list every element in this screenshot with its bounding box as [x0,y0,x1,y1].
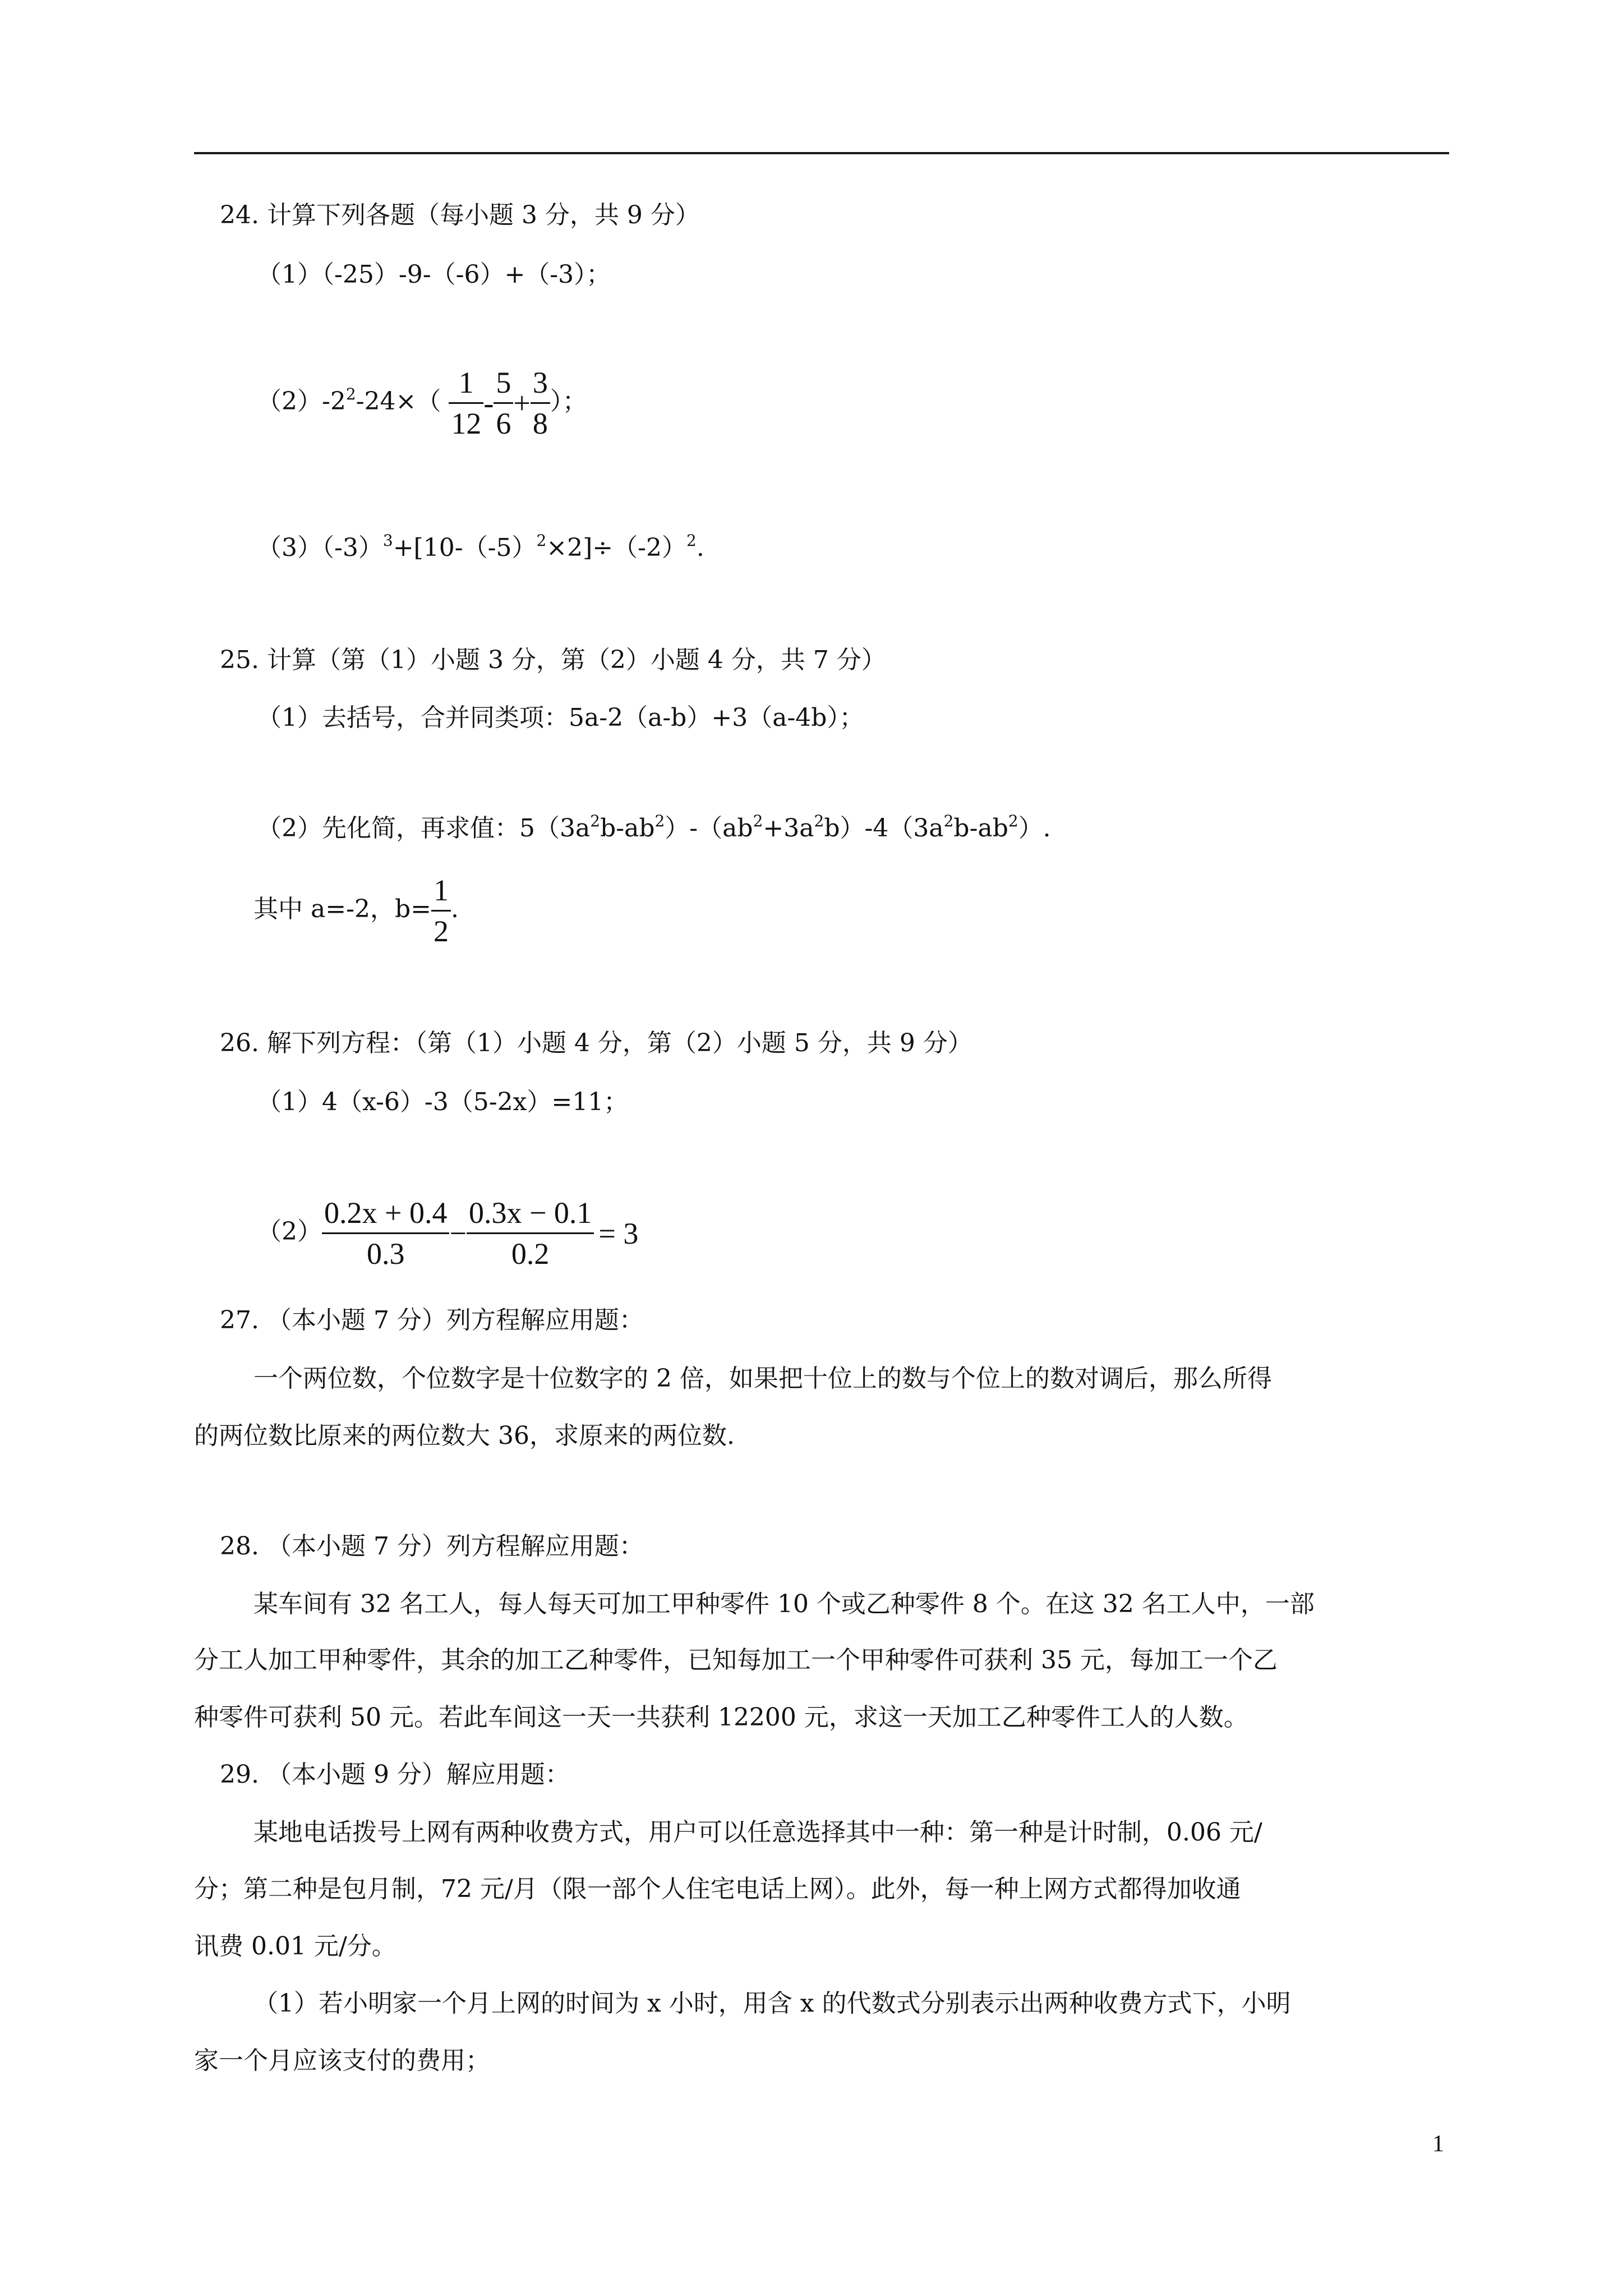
q27-line1: 一个两位数，个位数字是十位数字的 2 倍，如果把十位上的数与个位上的数对调后，那么所得 [253,1364,1272,1393]
fraction-eq-right: $\frac{0.3x - 0.1}{0.2}$ [467,1198,594,1269]
q24-part2: $(2)-2^2-24\times$（ $\frac{1}{12}$ - $\frac{5}{6}$ + $\frac{3}{8}$ ）； [257,366,587,440]
q29-line2: 分；第二种是包月制，72 元/月（限一部个人住宅电话上网）。此外，每一种上网方式都得加收通 [194,1875,1241,1903]
q26-part2: （2） $\frac{0.2x + 0.4}{0.3}$ − $\frac{0.3x - 0.1}{0.2}$ = 3 [257,1196,639,1271]
q29-title: 29. （本小题 9 分）解应用题： [220,1760,570,1789]
fraction-1-2: $\frac{1}{2}$ [431,875,451,946]
q29-line1: 某地电话拨号上网有两种收费方式，用户可以任意选择其中一种：第一种是计时制，0.06 元/ [253,1818,1262,1847]
page-number: 1 [1432,2131,1444,2157]
q26-part1: （1）4（x-6）-3（5-2x）=11； [257,1088,629,1116]
q29-line3: 讯费 0.01 元/分。 [194,1932,396,1961]
fraction-3-8: $\frac{3}{8}$ [531,367,550,439]
q24-title: 24. 计算下列各题（每小题 3 分，共 9 分） [220,201,700,229]
q28-line2: 分工人加工甲种零件，其余的加工乙种零件，已知每加工一个甲种零件可获利 35 元，每加工一个乙 [194,1646,1278,1674]
q28-line3: 种零件可获利 50 元。若此车间这一天一共获利 12200 元，求这一天加工乙种零件工人的人数。 [194,1703,1248,1732]
q25-title: 25. 计算（第（1）小题 3 分，第（2）小题 4 分，共 7 分） [220,646,886,674]
q27-title: 27. （本小题 7 分）列方程解应用题： [220,1306,644,1335]
q24-part1: （1）（-25）-9-（-6）+（-3）； [257,260,611,289]
q25-condition: 其中 a=-2，b= $\frac{1}{2}$ . [253,873,459,948]
q28-line1: 某车间有 32 名工人，每人每天可加工甲种零件 10 个或乙种零件 8 个。在这 32 名工人中，一部 [253,1590,1315,1618]
q26-title: 26. 解下列方程：（第（1）小题 4 分，第（2）小题 5 分，共 9 分） [220,1029,972,1057]
q29-line4: （1）若小明家一个月上网的时间为 x 小时，用含 x 的代数式分别表示出两种收费方式下，小明 [253,1989,1291,2018]
fraction-1-12: $\frac{1}{12}$ [449,367,483,439]
q27-line2: 的两位数比原来的两位数大 36，求原来的两位数. [194,1421,735,1450]
q25-part2: （2）先化简，再求值：$5(3a^2b-ab^2)-(ab^2+3a^2b)-4(3a^2b-ab^2)$. [257,812,1051,843]
q25-part1: （1）去括号，合并同类项：5a-2（a-b）+3（a-4b）； [257,703,864,732]
header-rule [194,152,1449,154]
fraction-eq-left: $\frac{0.2x + 0.4}{0.3}$ [322,1198,449,1269]
q24-part3: $(3)(-3)^3+[10-(-5)^2\times 2]\div(-2)^2$. [257,531,704,562]
q28-title: 28. （本小题 7 分）列方程解应用题： [220,1532,644,1561]
fraction-5-6: $\frac{5}{6}$ [494,367,513,439]
q29-line5: 家一个月应该支付的费用； [194,2046,490,2075]
